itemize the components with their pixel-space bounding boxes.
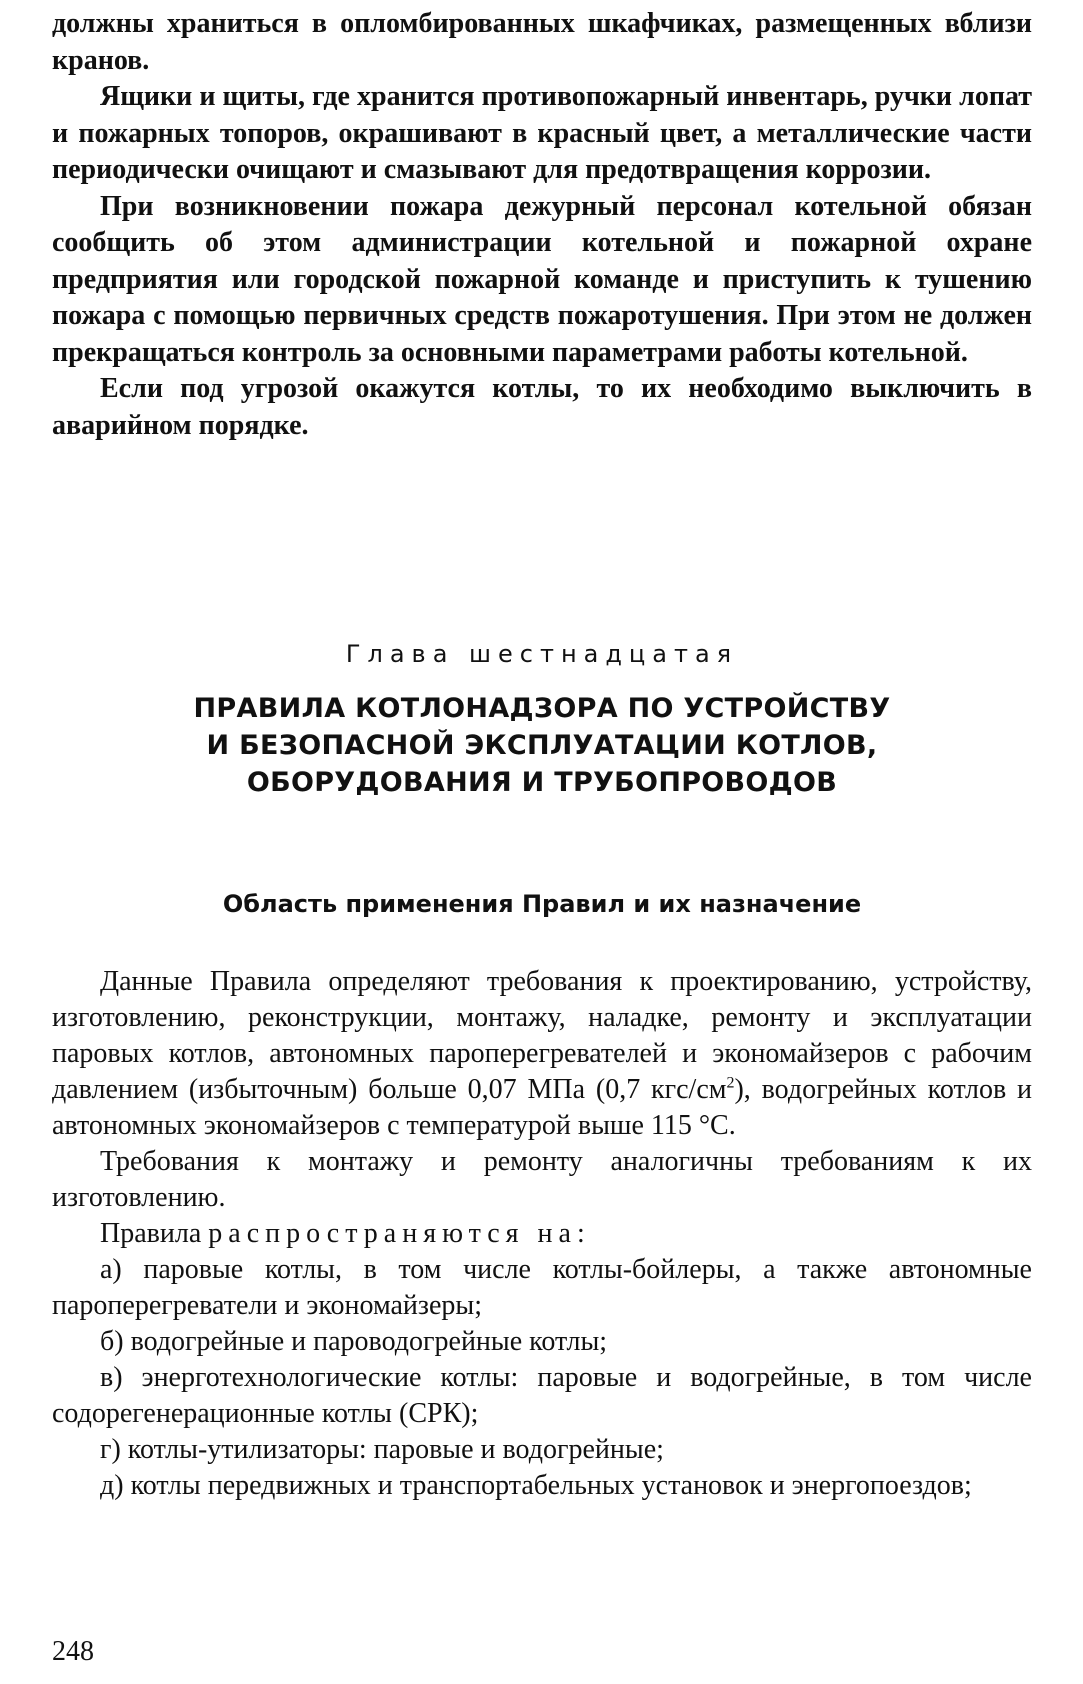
intro-text-before-sup: Данные Правила определяют требования к проектированию, устройству, изготовлению, реконструкции, монтажу, наладке, ремонту и эксплуатации паровых котлов, автономных пароперегревателей и экономайзеров с рабочим давлением (избыточным) больше 0,07 МПа (0,7 кгс/см — [52, 966, 1032, 1105]
chapter-title-line: ОБОРУДОВАНИЯ И ТРУБОПРОВОДОВ — [246, 767, 838, 798]
list-item-v: в) энерготехнологические котлы: паровые и водогрейные, в том числе содорегенерационные котлы (СРК); — [52, 1362, 1032, 1429]
paragraph-fire-response: При возникновении пожара дежурный персонал котельной обязан сообщить об этом администрации котельной и пожарной охране предприятия или городской пожарной команде и приступить к тушению пожара с помощью первичных средств пожаротушения. При этом не должен прекращаться контроль за основными параметрами работы котельной. — [52, 190, 1032, 368]
page-number: 248 — [52, 1636, 94, 1667]
list-item-b: б) водогрейные и пароводогрейные котлы; — [100, 1326, 608, 1357]
section-title: Область применения Правил и их назначение — [222, 890, 862, 918]
paragraph-applies-to — [52, 1216, 1032, 1252]
body-text-block — [52, 964, 1032, 1504]
chapter-title-line: ПРАВИЛА КОТЛОНАДЗОРА ПО УСТРОЙСТВУ — [193, 693, 891, 724]
list-item-d: д) котлы передвижных и транспортабельных установок и энергопоездов; — [100, 1470, 972, 1501]
intro-text-after-sup: ), водогрейных котлов и автономных экономайзеров с температурой выше 115 °С. — [52, 1074, 1033, 1141]
top-text-block — [52, 6, 1032, 444]
chapter-title-line: И БЕЗОПАСНОЙ ЭКСПЛУАТАЦИИ КОТЛОВ, — [206, 730, 878, 761]
paragraph-continuation: должны храниться в опломбированных шкафчиках, размещенных вблизи кранов. — [52, 8, 1032, 76]
list-item-g: г) котлы-утилизаторы: паровые и водогрейные; — [100, 1434, 664, 1465]
list-item-a: а) паровые котлы, в том числе котлы-бойлеры, а также автономные пароперегреватели и экономайзеры; — [52, 1254, 1032, 1321]
paragraph-emergency-shutdown: Если под угрозой окажутся котлы, то их необходимо выключить в аварийном порядке. — [52, 373, 1032, 441]
paragraph-requirements: Требования к монтажу и ремонту аналогичны требованиям к их изготовлению. — [52, 1146, 1032, 1213]
intro-superscript: 2 — [726, 1074, 735, 1092]
applies-spaced-text: распространяются на — [208, 1218, 577, 1249]
paragraph-inventory: Ящики и щиты, где хранится противопожарный инвентарь, ручки лопат и пожарных топоров, окрашивают в красный цвет, а металлические части периодически очищают и смазывают для предотвращения коррозии. — [52, 81, 1032, 185]
chapter-title — [52, 690, 1032, 801]
paragraph-intro — [52, 964, 1032, 1144]
applies-suffix: : — [576, 1218, 585, 1249]
applies-prefix: Правила — [100, 1218, 209, 1249]
chapter-label: Глава шестнадцатая — [345, 640, 739, 668]
